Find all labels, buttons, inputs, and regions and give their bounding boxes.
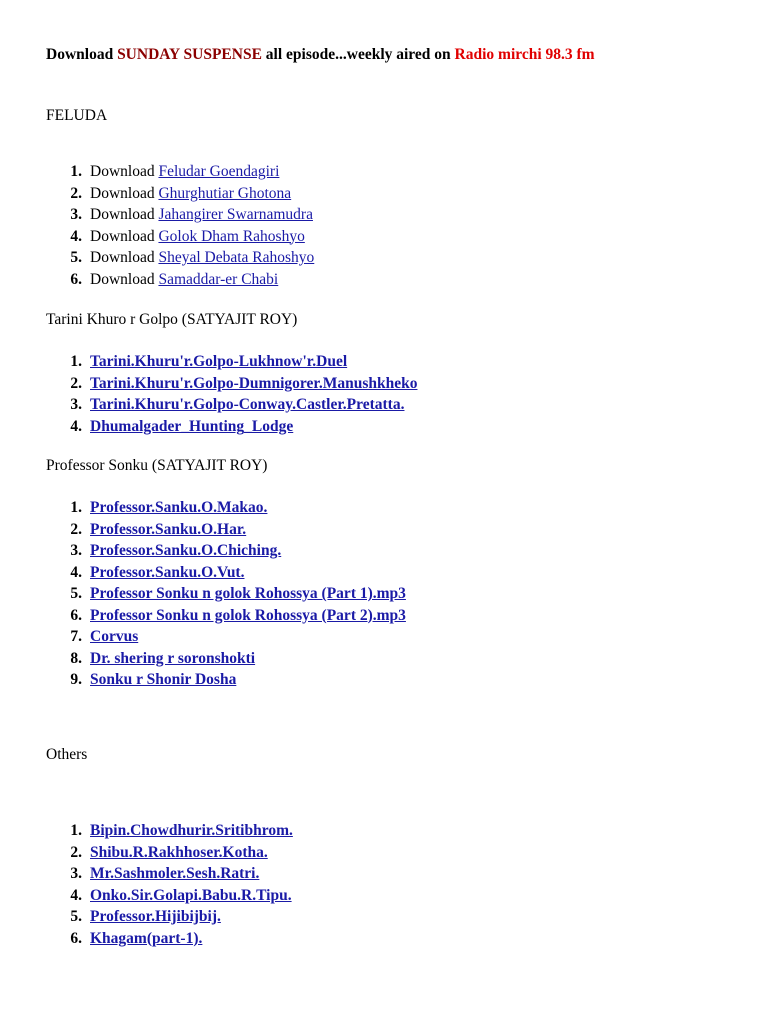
list-item (70, 562, 406, 584)
list-item (70, 605, 406, 627)
list-item (70, 204, 314, 226)
item-number: 8. (70, 649, 82, 667)
item-number: 3. (70, 865, 82, 882)
episode-link[interactable]: Mr.Sashmoler.Sesh.Ratri. (90, 865, 260, 882)
item-number: 5. (70, 585, 82, 602)
episode-link[interactable]: Professor.Sanku.O.Vut. (90, 563, 245, 581)
item-number: 6. (70, 929, 82, 947)
episode-link-jahangirer-swarnamudra[interactable]: Jahangirer Swarnamudra (158, 206, 313, 223)
series-name: SUNDAY SUSPENSE (117, 46, 262, 63)
list-item (70, 928, 293, 950)
list-item (70, 351, 417, 373)
tarini-khuro-episode-list (46, 351, 417, 437)
episode-link[interactable]: Professor.Sanku.O.Chiching. (90, 542, 282, 559)
list-item (70, 863, 293, 885)
episode-link-samaddar-er-chabi[interactable]: Samaddar-er Chabi (158, 270, 279, 288)
item-number: 3. (70, 206, 82, 223)
section-title-tarini-khuro: Tarini Khuro r Golpo (SATYAJIT ROY) (46, 311, 298, 328)
feluda-episode-list (46, 161, 314, 290)
item-number: 1. (70, 499, 82, 516)
list-item (70, 648, 406, 670)
section-title-professor-sonku: Professor Sonku (SATYAJIT ROY) (46, 457, 268, 474)
item-number: 1. (70, 163, 82, 180)
download-prefix: Download (90, 227, 155, 245)
episode-link[interactable]: Bipin.Chowdhurir.Sritibhrom. (90, 822, 293, 839)
list-item (70, 540, 406, 562)
headline-middle: all episode...weekly aired on (265, 46, 451, 63)
list-item (70, 416, 417, 438)
episode-link-ghurghutiar-ghotona[interactable]: Ghurghutiar Ghotona (158, 184, 292, 202)
item-number: 5. (70, 908, 82, 925)
list-item (70, 497, 406, 519)
episode-link[interactable]: Tarini.Khuru'r.Golpo-Conway.Castler.Pretatta. (90, 396, 405, 413)
download-prefix: Download (90, 163, 155, 180)
episode-link[interactable]: Professor Sonku n golok Rohossya (Part 1).mp3 (90, 585, 406, 602)
episode-link-sheyal-debata-rahoshyo[interactable]: Sheyal Debata Rahoshyo (158, 249, 315, 266)
list-item (70, 820, 293, 842)
item-number: 2. (70, 184, 82, 202)
item-number: 1. (70, 353, 82, 370)
episode-link-golok-dham-rahoshyo[interactable]: Golok Dham Rahoshyo (158, 227, 305, 245)
episode-link[interactable]: Dhumalgader_Hunting_Lodge (90, 417, 294, 435)
list-item (70, 519, 406, 541)
download-prefix: Download (90, 206, 155, 223)
list-item (70, 669, 406, 691)
item-number: 4. (70, 227, 82, 245)
list-item (70, 583, 406, 605)
episode-link[interactable]: Khagam(part-1). (90, 929, 203, 947)
item-number: 9. (70, 671, 82, 688)
list-item (70, 183, 314, 205)
section-title-others: Others (46, 746, 88, 763)
list-item (70, 269, 314, 291)
item-number: 4. (70, 417, 82, 435)
others-episode-list (46, 820, 293, 949)
list-item (70, 885, 293, 907)
page-headline (46, 46, 595, 64)
item-number: 2. (70, 520, 82, 538)
item-number: 4. (70, 886, 82, 904)
list-item (70, 161, 314, 183)
episode-link[interactable]: Corvus (90, 628, 139, 645)
list-item (70, 226, 314, 248)
episode-link[interactable]: Dr. shering r soronshokti (90, 649, 256, 667)
download-prefix: Download (90, 249, 155, 266)
item-number: 2. (70, 374, 82, 392)
list-item (70, 394, 417, 416)
episode-link[interactable]: Sonku r Shonir Dosha (90, 671, 237, 688)
episode-link[interactable]: Professor.Hijibijbij. (90, 908, 221, 925)
item-number: 2. (70, 843, 82, 861)
item-number: 6. (70, 270, 82, 288)
item-number: 4. (70, 563, 82, 581)
episode-link[interactable]: Tarini.Khuru'r.Golpo-Lukhnow'r.Duel (90, 353, 348, 370)
item-number: 5. (70, 249, 82, 266)
episode-link[interactable]: Shibu.R.Rakhhoser.Kotha. (90, 843, 268, 861)
episode-link[interactable]: Tarini.Khuru'r.Golpo-Dumnigorer.Manushkheko (90, 374, 418, 392)
download-prefix: Download (90, 184, 155, 202)
item-number: 7. (70, 628, 82, 645)
section-title-feluda: FELUDA (46, 107, 108, 124)
headline-prefix: Download (46, 46, 114, 63)
item-number: 3. (70, 396, 82, 413)
download-prefix: Download (90, 270, 155, 288)
radio-station: Radio mirchi 98.3 fm (454, 46, 595, 63)
episode-link[interactable]: Onko.Sir.Golapi.Babu.R.Tipu. (90, 886, 292, 904)
list-item (70, 626, 406, 648)
episode-link[interactable]: Professor.Sanku.O.Makao. (90, 499, 268, 516)
list-item (70, 247, 315, 269)
professor-sonku-episode-list (46, 497, 406, 691)
list-item (70, 373, 418, 395)
item-number: 3. (70, 542, 82, 559)
list-item (70, 842, 293, 864)
item-number: 6. (70, 606, 82, 624)
episode-link[interactable]: Professor.Sanku.O.Har. (90, 520, 247, 538)
episode-link-feludar-goendagiri[interactable]: Feludar Goendagiri (158, 163, 280, 180)
list-item (70, 906, 293, 928)
item-number: 1. (70, 822, 82, 839)
episode-link[interactable]: Professor Sonku n golok Rohossya (Part 2).mp3 (90, 606, 406, 624)
